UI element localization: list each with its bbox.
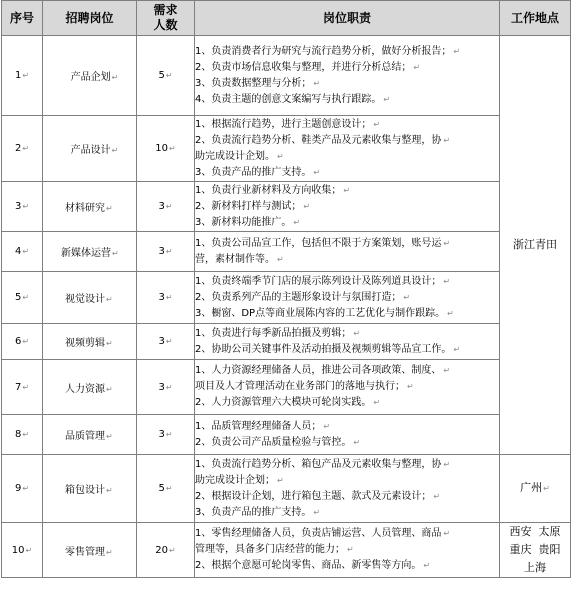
return-mark-icon: ↵ <box>443 366 451 375</box>
row-position <box>43 455 137 523</box>
return-mark-icon: ↵ <box>106 339 113 348</box>
row-number-text: 6 <box>14 336 22 347</box>
header-headcount-line: 人数 <box>153 18 178 32</box>
return-mark-icon: ↵ <box>433 491 441 501</box>
duty-line <box>195 363 499 379</box>
row-number-text: 2 <box>14 143 22 154</box>
row-duties <box>195 415 500 455</box>
return-mark-icon: ↵ <box>25 545 33 555</box>
return-mark-icon: ↵ <box>165 430 173 439</box>
duty-line <box>195 165 499 181</box>
return-mark-icon: ↵ <box>343 185 351 195</box>
row-position <box>43 36 137 116</box>
row-number-text: 5 <box>14 292 22 303</box>
row-position <box>43 272 137 324</box>
return-mark-icon: ↵ <box>106 295 113 304</box>
duty-line <box>195 149 499 165</box>
duty-line <box>195 117 499 133</box>
location-text: 广州 <box>520 481 543 494</box>
header-duties: 岗位职责 <box>195 1 500 36</box>
location-zhejiang <box>500 36 571 455</box>
return-mark-icon: ↵ <box>443 238 451 248</box>
return-mark-icon: ↵ <box>169 545 176 555</box>
return-mark-icon: ↵ <box>383 94 391 104</box>
table-row <box>2 455 571 523</box>
row-duties <box>195 272 500 324</box>
row-number-text: 8 <box>14 429 22 440</box>
row-headcount-text: 5 <box>158 483 165 494</box>
duty-line <box>195 92 499 108</box>
row-headcount-text: 3 <box>158 292 165 303</box>
duty-line <box>195 457 499 473</box>
row-number <box>2 232 43 272</box>
row-position-text: 材料研究 <box>65 203 105 214</box>
duty-line-text: 助完成设计企划。 <box>195 150 275 162</box>
row-headcount <box>137 415 195 455</box>
table-row <box>2 116 571 182</box>
return-mark-icon: ↵ <box>373 119 381 129</box>
duty-line-text: 项目及人才管理活动在业务部门的落地与执行； <box>195 381 405 392</box>
row-headcount <box>137 116 195 182</box>
row-duties <box>195 232 500 272</box>
duty-line <box>195 489 499 505</box>
return-mark-icon: ↵ <box>313 167 321 177</box>
location-retail-cities <box>500 523 571 578</box>
duty-line-text: 1、负责消费者行为研究与流行趋势分析，做好分析报告； <box>195 45 452 57</box>
table-row <box>2 360 571 415</box>
duty-line <box>195 183 499 199</box>
return-mark-icon: ↵ <box>165 337 173 346</box>
row-headcount-text: 10 <box>155 143 169 154</box>
duty-line-text: 1、负责流行趋势分析、箱包产品及元素收集与整理，协 <box>195 458 442 470</box>
row-headcount <box>137 455 195 523</box>
row-headcount <box>137 182 195 232</box>
row-position-text: 人力资源 <box>65 383 105 395</box>
row-position <box>43 116 137 182</box>
return-mark-icon: ↵ <box>106 547 113 557</box>
return-mark-icon: ↵ <box>22 430 30 439</box>
duty-line-text: 2、负责市场信息收集与整理，并进行分析总结； <box>195 61 412 73</box>
duty-line-text: 3、负责产品的推广支持。 <box>195 166 312 178</box>
row-position <box>43 324 137 360</box>
row-number <box>2 182 43 232</box>
row-number-text: 3 <box>14 201 22 212</box>
return-mark-icon: ↵ <box>277 254 284 264</box>
duty-line-text: 1、负责行业新材料及方向收集； <box>195 184 342 196</box>
duty-line <box>195 505 499 521</box>
return-mark-icon: ↵ <box>111 73 119 82</box>
duty-line-text: 2、负责流行趋势分析、鞋类产品及元素收集与整理，协 <box>195 134 442 146</box>
row-headcount <box>137 272 195 324</box>
return-mark-icon: ↵ <box>353 437 361 447</box>
table-row <box>2 182 571 232</box>
return-mark-icon: ↵ <box>443 135 451 145</box>
row-number-text: 4 <box>14 246 22 257</box>
return-mark-icon: ↵ <box>443 276 451 286</box>
row-number-text: 9 <box>14 483 22 494</box>
row-duties <box>195 36 500 116</box>
duty-line <box>195 342 499 358</box>
row-number <box>2 36 43 116</box>
return-mark-icon: ↵ <box>323 421 331 431</box>
duty-line-text: 1、品质管理经理储备人员； <box>195 420 322 432</box>
return-mark-icon: ↵ <box>423 561 431 570</box>
return-mark-icon: ↵ <box>22 71 30 80</box>
table-row <box>2 36 571 116</box>
duty-line <box>195 60 499 76</box>
location-guangzhou <box>500 455 571 523</box>
return-mark-icon: ↵ <box>373 398 381 407</box>
row-number-text: 7 <box>14 381 22 393</box>
row-position-text: 品质管理 <box>65 431 105 442</box>
location-line: 西安 太原 <box>509 525 561 538</box>
row-headcount-text: 3 <box>158 201 165 212</box>
row-position <box>43 182 137 232</box>
duty-line-text: 1、负责进行每季新品拍摄及剪辑； <box>195 327 352 339</box>
row-number <box>2 523 43 578</box>
return-mark-icon: ↵ <box>543 484 550 493</box>
row-headcount <box>137 324 195 360</box>
row-number <box>2 272 43 324</box>
duty-line-text: 3、橱窗、DP点等商业展陈内容的工艺优化与制作跟踪。 <box>195 307 446 319</box>
duty-line <box>195 542 499 558</box>
row-number-text: 1 <box>14 70 22 81</box>
return-mark-icon: ↵ <box>447 308 454 318</box>
return-mark-icon: ↵ <box>293 217 301 227</box>
header-no: 序号 <box>2 1 43 36</box>
duty-line <box>195 379 499 395</box>
duty-line <box>195 44 499 60</box>
return-mark-icon: ↵ <box>165 202 173 211</box>
row-number <box>2 415 43 455</box>
duty-line-text: 1、根据流行趋势，进行主题创意设计； <box>195 118 372 130</box>
row-position <box>43 360 137 415</box>
return-mark-icon: ↵ <box>22 247 30 256</box>
row-headcount-text: 3 <box>158 336 165 347</box>
row-headcount <box>137 232 195 272</box>
row-headcount <box>137 36 195 116</box>
row-duties <box>195 523 500 578</box>
row-headcount <box>137 360 195 415</box>
duty-line-text: 3、新材料功能推广。 <box>195 216 292 228</box>
header-position: 招聘岗位 <box>43 1 137 36</box>
table-row <box>2 272 571 324</box>
row-number-text: 10 <box>11 544 25 556</box>
row-position-text: 产品企划 <box>70 72 111 83</box>
return-mark-icon: ↵ <box>165 293 173 302</box>
duty-line-text: 营，素材制作等。 <box>195 253 275 265</box>
duty-line <box>195 215 499 231</box>
duty-line-text: 2、根据个意愿可轮岗零售、商品、新零售等方向。 <box>195 560 422 571</box>
duty-line <box>195 133 499 149</box>
row-headcount-text: 3 <box>158 429 165 440</box>
table-row <box>2 324 571 360</box>
return-mark-icon: ↵ <box>165 71 173 80</box>
duty-line-text: 2、负责公司产品质量检验与管控。 <box>195 436 352 448</box>
table-row <box>2 523 571 578</box>
return-mark-icon: ↵ <box>169 144 176 153</box>
duty-line-text: 1、负责终端季节门店的展示陈列设计及陈列道具设计； <box>195 275 442 287</box>
duty-line <box>195 435 499 451</box>
row-position <box>43 415 137 455</box>
duty-line <box>195 199 499 215</box>
return-mark-icon: ↵ <box>313 507 321 517</box>
header-headcount-line: 需求 <box>153 3 178 17</box>
duty-line-text: 3、负责产品的推广支持。 <box>195 506 312 518</box>
return-mark-icon: ↵ <box>313 78 321 88</box>
duty-line <box>195 236 499 252</box>
duty-line <box>195 306 499 322</box>
table-row <box>2 232 571 272</box>
return-mark-icon: ↵ <box>403 292 411 302</box>
return-mark-icon: ↵ <box>22 337 30 346</box>
duty-line <box>195 274 499 290</box>
return-mark-icon: ↵ <box>22 144 30 153</box>
return-mark-icon: ↵ <box>453 344 461 354</box>
row-number <box>2 116 43 182</box>
row-position <box>43 523 137 578</box>
header-location: 工作地点 <box>500 1 571 36</box>
duty-line <box>195 419 499 435</box>
row-headcount-text: 20 <box>155 544 169 556</box>
duty-line-text: 1、零售经理储备人员，负责店铺运营、人员管理、商品 <box>195 528 442 539</box>
return-mark-icon: ↵ <box>22 484 30 493</box>
duty-line-text: 1、负责公司品宣工作，包括但不限于方案策划，账号运 <box>195 237 442 249</box>
return-mark-icon: ↵ <box>347 545 354 554</box>
header-row <box>2 1 571 36</box>
duty-line-text: 2、新材料打样与测试； <box>195 200 302 212</box>
duty-line-text: 助完成设计企划； <box>195 474 275 486</box>
row-position-text: 箱包设计 <box>65 485 105 496</box>
location-line: 重庆 贵阳 <box>509 543 561 556</box>
row-headcount <box>137 523 195 578</box>
duty-line-text: 2、根据设计企划，进行箱包主题、款式及元素设计； <box>195 490 432 502</box>
return-mark-icon: ↵ <box>407 382 414 391</box>
return-mark-icon: ↵ <box>106 384 113 394</box>
duty-line-text: 2、负责系列产品的主题形象设计与氛围打造； <box>195 291 402 303</box>
row-position-text: 视频剪辑 <box>65 338 105 349</box>
return-mark-icon: ↵ <box>443 529 451 538</box>
row-position-text: 产品设计 <box>70 145 111 156</box>
row-headcount-text: 3 <box>158 381 165 393</box>
row-position-text: 零售管理 <box>65 546 105 558</box>
return-mark-icon: ↵ <box>22 202 30 211</box>
duty-line <box>195 558 499 574</box>
duty-line-text: 4、负责主题的创意文案编写与执行跟踪。 <box>195 93 382 105</box>
duty-line <box>195 252 499 268</box>
return-mark-icon: ↵ <box>165 247 173 256</box>
return-mark-icon: ↵ <box>277 151 284 161</box>
duty-line <box>195 290 499 306</box>
return-mark-icon: ↵ <box>277 475 284 485</box>
duty-line <box>195 526 499 542</box>
duty-line <box>195 473 499 489</box>
row-duties <box>195 116 500 182</box>
return-mark-icon: ↵ <box>443 459 451 469</box>
duty-line-text: 管理等，具备多门店经营的能力； <box>195 544 345 555</box>
row-headcount-text: 3 <box>158 246 165 257</box>
duty-line <box>195 395 499 411</box>
return-mark-icon: ↵ <box>106 204 113 213</box>
row-number <box>2 360 43 415</box>
duty-line <box>195 326 499 342</box>
row-headcount-text: 5 <box>158 70 165 81</box>
location-text: 浙江青田 <box>513 238 557 251</box>
return-mark-icon: ↵ <box>106 432 113 441</box>
return-mark-icon: ↵ <box>112 249 119 258</box>
row-duties <box>195 324 500 360</box>
duty-line-text: 3、负责数据整理与分析； <box>195 77 312 89</box>
row-position <box>43 232 137 272</box>
return-mark-icon: ↵ <box>165 382 173 392</box>
row-duties <box>195 182 500 232</box>
return-mark-icon: ↵ <box>111 146 119 155</box>
return-mark-icon: ↵ <box>106 486 113 495</box>
duty-line-text: 2、人力资源管理六大模块可轮岗实践。 <box>195 397 372 408</box>
return-mark-icon: ↵ <box>22 293 30 302</box>
location-line: 上海 <box>524 561 546 574</box>
duty-line <box>195 76 499 92</box>
recruitment-table <box>1 0 571 578</box>
duty-line-text: 2、协助公司关键事件及活动拍摄及视频剪辑等品宣工作。 <box>195 343 452 355</box>
return-mark-icon: ↵ <box>453 46 461 56</box>
return-mark-icon: ↵ <box>353 328 361 338</box>
return-mark-icon: ↵ <box>303 201 311 211</box>
duty-line-text: 1、人力资源经理储备人员，推进公司各项政策、制度、 <box>195 365 442 376</box>
return-mark-icon: ↵ <box>22 382 30 392</box>
row-position-text: 新媒体运营 <box>61 248 111 259</box>
table-row <box>2 415 571 455</box>
row-number <box>2 324 43 360</box>
row-duties <box>195 360 500 415</box>
row-duties <box>195 455 500 523</box>
row-position-text: 视觉设计 <box>65 294 105 305</box>
return-mark-icon: ↵ <box>413 62 421 72</box>
row-number <box>2 455 43 523</box>
header-headcount <box>137 1 195 36</box>
return-mark-icon: ↵ <box>165 484 173 493</box>
